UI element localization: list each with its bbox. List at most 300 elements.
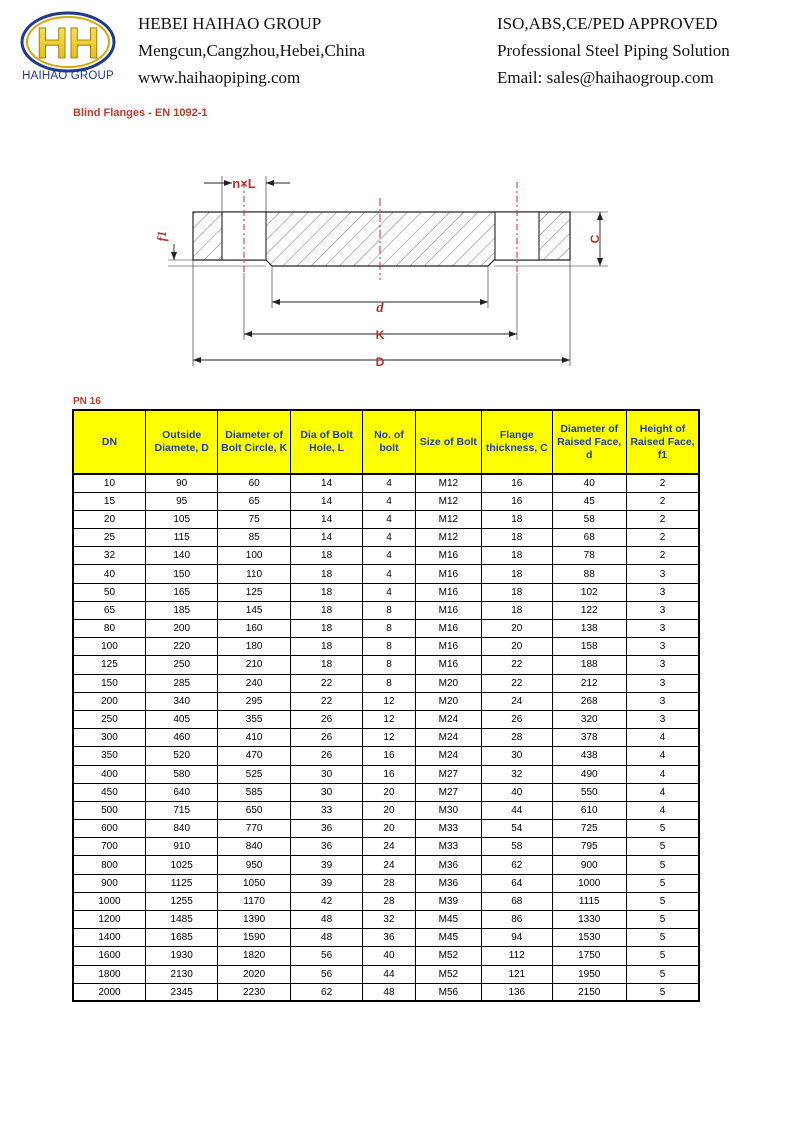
table-cell: 3 [626, 583, 699, 601]
table-cell: 18 [290, 638, 362, 656]
table-cell: 640 [145, 783, 217, 801]
table-cell: M16 [415, 620, 481, 638]
table-cell: 58 [482, 838, 552, 856]
table-cell: M27 [415, 783, 481, 801]
table-cell: 86 [482, 911, 552, 929]
table-cell: 180 [218, 638, 290, 656]
table-cell: 26 [290, 747, 362, 765]
table-cell: 60 [218, 474, 290, 492]
label-c: C [588, 234, 602, 244]
table-cell: 5 [626, 820, 699, 838]
table-cell: 1255 [145, 892, 217, 910]
table-cell: 725 [552, 820, 626, 838]
table-cell: 30 [482, 747, 552, 765]
table-cell: 8 [363, 601, 415, 619]
table-cell: 250 [73, 710, 145, 728]
table-cell: 5 [626, 965, 699, 983]
table-cell: 438 [552, 747, 626, 765]
table-cell: 28 [482, 729, 552, 747]
table-cell: 20 [363, 820, 415, 838]
col-raised-face-height: Height of Raised Face, f1 [626, 410, 699, 474]
table-cell: 56 [290, 947, 362, 965]
table-cell: 12 [363, 729, 415, 747]
table-body [73, 474, 699, 1001]
table-cell: 910 [145, 838, 217, 856]
table-row [73, 783, 699, 801]
table-cell: 20 [482, 620, 552, 638]
table-row [73, 892, 699, 910]
table-cell: 450 [73, 783, 145, 801]
table-cell: 102 [552, 583, 626, 601]
table-cell: 520 [145, 747, 217, 765]
table-row [73, 674, 699, 692]
label-k: K [375, 328, 385, 342]
table-cell: 8 [363, 620, 415, 638]
table-cell: 24 [363, 838, 415, 856]
table-row [73, 947, 699, 965]
table-cell: 1750 [552, 947, 626, 965]
table-cell: 320 [552, 710, 626, 728]
table-cell: 24 [482, 692, 552, 710]
table-cell: 18 [482, 565, 552, 583]
table-cell: 20 [73, 510, 145, 528]
table-cell: 200 [145, 620, 217, 638]
table-cell: 1025 [145, 856, 217, 874]
table-cell: 8 [363, 674, 415, 692]
table-cell: 32 [363, 911, 415, 929]
table-row [73, 929, 699, 947]
table-cell: 3 [626, 656, 699, 674]
table-cell: 4 [363, 510, 415, 528]
table-cell: 3 [626, 601, 699, 619]
table-cell: 4 [363, 547, 415, 565]
table-cell: 715 [145, 801, 217, 819]
table-cell: 500 [73, 801, 145, 819]
table-cell: 400 [73, 765, 145, 783]
table-cell: 100 [73, 638, 145, 656]
table-cell: 3 [626, 674, 699, 692]
table-cell: 94 [482, 929, 552, 947]
table-cell: 56 [290, 965, 362, 983]
table-cell: 8 [363, 638, 415, 656]
table-cell: M12 [415, 492, 481, 510]
table-cell: 80 [73, 620, 145, 638]
table-cell: 18 [482, 510, 552, 528]
table-cell: 220 [145, 638, 217, 656]
table-cell: M33 [415, 838, 481, 856]
table-cell: 840 [145, 820, 217, 838]
table-cell: 5 [626, 947, 699, 965]
table-cell: 4 [363, 565, 415, 583]
table-cell: 16 [482, 474, 552, 492]
table-cell: 40 [73, 565, 145, 583]
table-cell: 600 [73, 820, 145, 838]
table-cell: 14 [290, 529, 362, 547]
table-cell: 42 [290, 892, 362, 910]
table-cell: 20 [363, 783, 415, 801]
table-cell: M16 [415, 638, 481, 656]
table-cell: 2020 [218, 965, 290, 983]
table-row [73, 565, 699, 583]
table-cell: 1685 [145, 929, 217, 947]
col-bolt-hole: Dia of Bolt Hole, L [290, 410, 362, 474]
table-cell: 48 [290, 911, 362, 929]
table-cell: 110 [218, 565, 290, 583]
table-cell: 3 [626, 620, 699, 638]
table-cell: 18 [290, 583, 362, 601]
table-cell: 8 [363, 656, 415, 674]
col-no-of-bolt: No. of bolt [363, 410, 415, 474]
table-cell: M36 [415, 874, 481, 892]
label-d-outer: D [375, 355, 385, 369]
table-cell: 1125 [145, 874, 217, 892]
table-cell: 1800 [73, 965, 145, 983]
table-cell: 300 [73, 729, 145, 747]
col-size-of-bolt: Size of Bolt [415, 410, 481, 474]
table-row [73, 492, 699, 510]
table-cell: 1950 [552, 965, 626, 983]
table-cell: 18 [290, 547, 362, 565]
table-cell: 121 [482, 965, 552, 983]
table-row [73, 656, 699, 674]
table-cell: 650 [218, 801, 290, 819]
table-cell: 5 [626, 892, 699, 910]
email[interactable]: Email: sales@haihaogroup.com [497, 68, 714, 87]
table-cell: 68 [482, 892, 552, 910]
table-cell: 4 [626, 747, 699, 765]
tagline: Professional Steel Piping Solution [497, 41, 730, 60]
table-cell: 2 [626, 474, 699, 492]
table-cell: 5 [626, 911, 699, 929]
table-cell: 795 [552, 838, 626, 856]
table-cell: 210 [218, 656, 290, 674]
table-cell: 2 [626, 510, 699, 528]
table-cell: 75 [218, 510, 290, 528]
table-cell: 165 [145, 583, 217, 601]
table-row [73, 801, 699, 819]
table-cell: M16 [415, 547, 481, 565]
document-title: Blind Flanges - EN 1092-1 [73, 107, 208, 119]
flange-dimension-table [72, 409, 700, 1002]
table-cell: 26 [482, 710, 552, 728]
table-cell: 350 [73, 747, 145, 765]
table-cell: 22 [482, 674, 552, 692]
table-cell: 14 [290, 510, 362, 528]
table-cell: 770 [218, 820, 290, 838]
table-cell: M39 [415, 892, 481, 910]
col-dn: DN [73, 410, 145, 474]
table-cell: 4 [363, 474, 415, 492]
table-cell: M16 [415, 583, 481, 601]
table-cell: 16 [482, 492, 552, 510]
table-cell: 24 [363, 856, 415, 874]
table-cell: M20 [415, 674, 481, 692]
table-cell: 48 [363, 983, 415, 1001]
table-cell: 378 [552, 729, 626, 747]
table-cell: 2345 [145, 983, 217, 1001]
table-cell: M16 [415, 565, 481, 583]
flange-drawing [140, 168, 620, 378]
table-cell: 4 [363, 529, 415, 547]
table-cell: 15 [73, 492, 145, 510]
table-cell: 65 [218, 492, 290, 510]
table-cell: M56 [415, 983, 481, 1001]
table-header-row [73, 410, 699, 474]
logo-text: HH [36, 19, 100, 68]
table-cell: M24 [415, 729, 481, 747]
company-website[interactable]: www.haihaopiping.com [138, 68, 301, 87]
table-cell: 900 [73, 874, 145, 892]
table-cell: 36 [290, 838, 362, 856]
table-row [73, 474, 699, 492]
table-cell: 1050 [218, 874, 290, 892]
table-row [73, 729, 699, 747]
table-cell: 54 [482, 820, 552, 838]
table-cell: 62 [290, 983, 362, 1001]
table-cell: 3 [626, 565, 699, 583]
table-cell: 2 [626, 492, 699, 510]
table-cell: 140 [145, 547, 217, 565]
table-cell: 4 [626, 801, 699, 819]
company-name: HEBEI HAIHAO GROUP [138, 14, 322, 33]
table-cell: 610 [552, 801, 626, 819]
table-cell: 1600 [73, 947, 145, 965]
table-cell: 1330 [552, 911, 626, 929]
table-cell: M12 [415, 474, 481, 492]
table-cell: 30 [290, 765, 362, 783]
table-cell: 32 [482, 765, 552, 783]
table-cell: M52 [415, 965, 481, 983]
table-cell: 950 [218, 856, 290, 874]
table-cell: 1170 [218, 892, 290, 910]
table-cell: 18 [290, 656, 362, 674]
table-cell: 115 [145, 529, 217, 547]
table-cell: 18 [482, 547, 552, 565]
table-cell: 58 [552, 510, 626, 528]
table-cell: M12 [415, 529, 481, 547]
table-cell: 39 [290, 874, 362, 892]
table-cell: 490 [552, 765, 626, 783]
table-cell: 65 [73, 601, 145, 619]
table-cell: 525 [218, 765, 290, 783]
table-cell: M24 [415, 710, 481, 728]
table-cell: 62 [482, 856, 552, 874]
table-cell: 2000 [73, 983, 145, 1001]
table-cell: 1000 [73, 892, 145, 910]
table-cell: 36 [290, 820, 362, 838]
table-cell: 68 [552, 529, 626, 547]
table-cell: 1200 [73, 911, 145, 929]
table-cell: 1400 [73, 929, 145, 947]
table-cell: M20 [415, 692, 481, 710]
table-cell: 4 [363, 583, 415, 601]
table-cell: M12 [415, 510, 481, 528]
pressure-class-label: PN 16 [73, 396, 101, 407]
table-cell: 44 [363, 965, 415, 983]
table-cell: 1530 [552, 929, 626, 947]
table-cell: 212 [552, 674, 626, 692]
table-cell: 20 [363, 801, 415, 819]
table-cell: 44 [482, 801, 552, 819]
table-cell: M36 [415, 856, 481, 874]
table-cell: 18 [482, 601, 552, 619]
table-cell: 1590 [218, 929, 290, 947]
logo-caption: HAIHAO GROUP [22, 70, 114, 82]
table-cell: 50 [73, 583, 145, 601]
table-cell: 1485 [145, 911, 217, 929]
table-cell: 285 [145, 674, 217, 692]
table-cell: 40 [363, 947, 415, 965]
table-cell: 85 [218, 529, 290, 547]
table-cell: 32 [73, 547, 145, 565]
table-cell: 1930 [145, 947, 217, 965]
table-cell: 16 [363, 765, 415, 783]
table-cell: 405 [145, 710, 217, 728]
table-row [73, 710, 699, 728]
table-cell: 5 [626, 838, 699, 856]
table-cell: 340 [145, 692, 217, 710]
table-cell: 460 [145, 729, 217, 747]
table-cell: 40 [482, 783, 552, 801]
table-cell: 3 [626, 692, 699, 710]
table-row [73, 856, 699, 874]
table-cell: 185 [145, 601, 217, 619]
table-row [73, 983, 699, 1001]
table-row [73, 529, 699, 547]
table-cell: 18 [290, 565, 362, 583]
table-row [73, 911, 699, 929]
table-cell: M16 [415, 656, 481, 674]
table-cell: 150 [145, 565, 217, 583]
table-row [73, 820, 699, 838]
table-cell: 138 [552, 620, 626, 638]
table-cell: 550 [552, 783, 626, 801]
table-cell: 45 [552, 492, 626, 510]
table-cell: M16 [415, 601, 481, 619]
table-row [73, 601, 699, 619]
approvals: ISO,ABS,CE/PED APPROVED [497, 14, 718, 33]
table-cell: 18 [482, 583, 552, 601]
table-cell: 90 [145, 474, 217, 492]
table-cell: 158 [552, 638, 626, 656]
table-cell: M52 [415, 947, 481, 965]
table-cell: 26 [290, 710, 362, 728]
company-info [138, 10, 365, 91]
table-cell: 800 [73, 856, 145, 874]
table-cell: 18 [290, 620, 362, 638]
table-cell: 30 [290, 783, 362, 801]
table-cell: 5 [626, 874, 699, 892]
table-cell: 12 [363, 692, 415, 710]
table-cell: 22 [290, 692, 362, 710]
table-cell: 1390 [218, 911, 290, 929]
table-cell: 585 [218, 783, 290, 801]
table-cell: 4 [626, 783, 699, 801]
table-cell: 4 [626, 729, 699, 747]
label-d-small: d [376, 300, 384, 316]
table-cell: 295 [218, 692, 290, 710]
table-cell: 36 [363, 929, 415, 947]
table-cell: 840 [218, 838, 290, 856]
table-row [73, 510, 699, 528]
table-cell: M24 [415, 747, 481, 765]
table-row [73, 547, 699, 565]
table-cell: 136 [482, 983, 552, 1001]
table-row [73, 965, 699, 983]
table-cell: 14 [290, 474, 362, 492]
table-cell: 1000 [552, 874, 626, 892]
table-cell: 78 [552, 547, 626, 565]
table-cell: 40 [552, 474, 626, 492]
table-cell: 100 [218, 547, 290, 565]
table-cell: 700 [73, 838, 145, 856]
table-cell: 18 [482, 529, 552, 547]
table-cell: M33 [415, 820, 481, 838]
table-cell: 5 [626, 856, 699, 874]
table-row [73, 838, 699, 856]
table-cell: 26 [290, 729, 362, 747]
table-row [73, 874, 699, 892]
col-bolt-circle: Diameter of Bolt Circle, K [218, 410, 290, 474]
table-cell: 5 [626, 929, 699, 947]
table-cell: 2230 [218, 983, 290, 1001]
table-row [73, 765, 699, 783]
table-cell: 28 [363, 892, 415, 910]
label-f1: f1 [154, 230, 169, 242]
table-cell: 188 [552, 656, 626, 674]
table-cell: 22 [482, 656, 552, 674]
label-nxl: n×L [232, 176, 256, 191]
table-cell: 95 [145, 492, 217, 510]
table-cell: M45 [415, 911, 481, 929]
table-cell: 2150 [552, 983, 626, 1001]
table-row [73, 583, 699, 601]
table-cell: 39 [290, 856, 362, 874]
table-cell: 14 [290, 492, 362, 510]
table-cell: M27 [415, 765, 481, 783]
table-cell: 18 [290, 601, 362, 619]
table-cell: M30 [415, 801, 481, 819]
table-cell: 88 [552, 565, 626, 583]
table-cell: 20 [482, 638, 552, 656]
table-cell: 4 [626, 765, 699, 783]
table-cell: 2130 [145, 965, 217, 983]
col-raised-face-diameter: Diameter of Raised Face, d [552, 410, 626, 474]
table-cell: 145 [218, 601, 290, 619]
table-cell: 125 [73, 656, 145, 674]
table-cell: 200 [73, 692, 145, 710]
table-cell: 105 [145, 510, 217, 528]
table-cell: 12 [363, 710, 415, 728]
table-cell: 410 [218, 729, 290, 747]
col-flange-thickness: Flange thickness, C [482, 410, 552, 474]
table-row [73, 692, 699, 710]
table-cell: 355 [218, 710, 290, 728]
table-cell: 112 [482, 947, 552, 965]
table-cell: 470 [218, 747, 290, 765]
table-cell: 160 [218, 620, 290, 638]
table-cell: 64 [482, 874, 552, 892]
table-cell: 150 [73, 674, 145, 692]
table-cell: 3 [626, 638, 699, 656]
table-cell: 25 [73, 529, 145, 547]
table-cell: 1115 [552, 892, 626, 910]
table-cell: 10 [73, 474, 145, 492]
table-row [73, 620, 699, 638]
table-cell: 3 [626, 710, 699, 728]
table-cell: 122 [552, 601, 626, 619]
table-cell: 580 [145, 765, 217, 783]
